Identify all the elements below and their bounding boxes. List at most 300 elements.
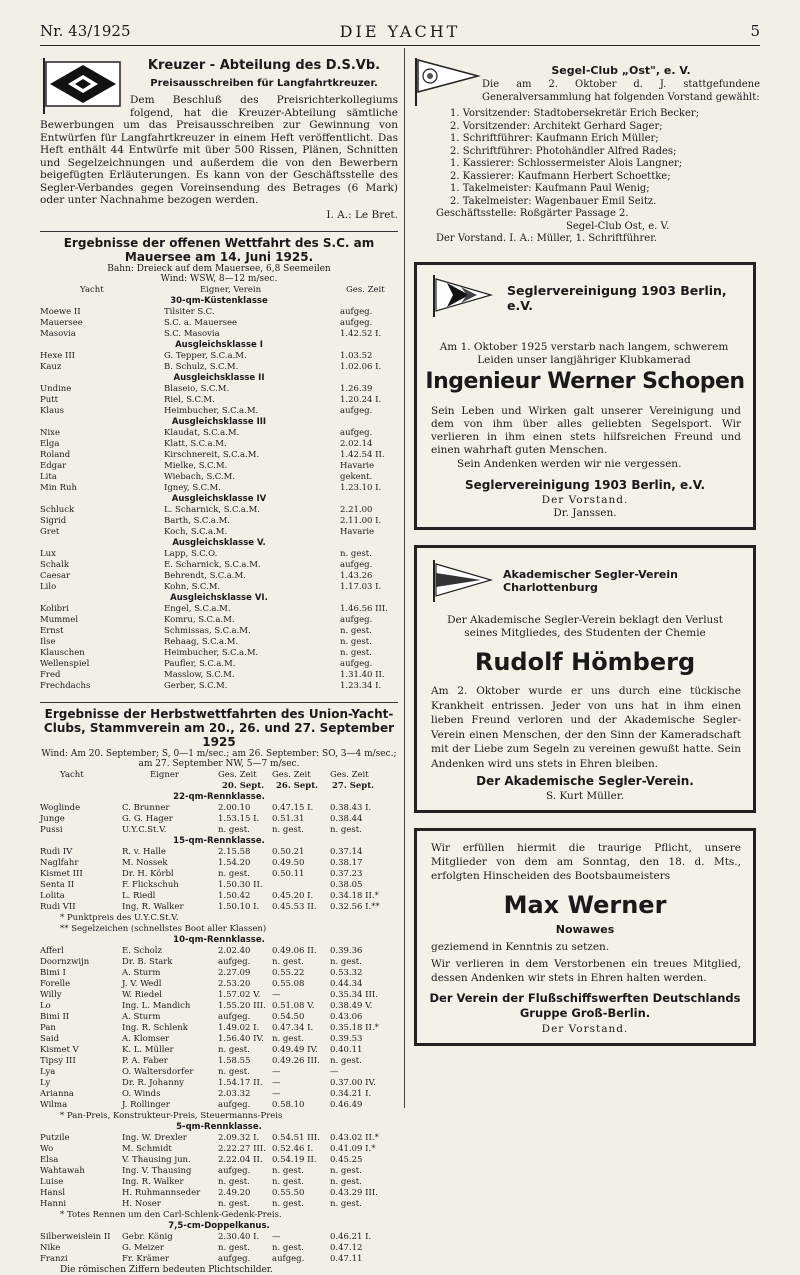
- yacht-name: Doornzwijn: [40, 957, 89, 968]
- yacht-name: Nixe: [40, 428, 60, 439]
- total-time: aufgeg.: [340, 307, 372, 318]
- time-sept-20: 2.09.32 I.: [218, 1133, 259, 1144]
- time-sept-26: 0.51.31: [272, 814, 304, 825]
- time-sept-27: 0.38.49 V.: [330, 1001, 373, 1012]
- yacht-name: Putzile: [40, 1133, 70, 1144]
- total-time: 1.02.06 I.: [340, 362, 381, 373]
- time-sept-26: 0.51.08 V.: [272, 1001, 315, 1012]
- time-sept-20: n. gest.: [218, 1243, 250, 1254]
- table-row: [40, 428, 398, 439]
- total-time: 2.11.00 I.: [340, 516, 381, 527]
- yacht-name: Elga: [40, 439, 59, 450]
- owner-club: S.C. Masovia: [164, 329, 220, 340]
- owner-club: B. Schulz, S.C.M.: [164, 362, 238, 373]
- table-row: [40, 990, 398, 1001]
- segelclub-intro: Die am 2. Oktober d. J. stattgefundene Generalversammlung hat folgenden Vorstand gewählt:: [412, 79, 760, 104]
- yacht-name: Klaus: [40, 406, 64, 417]
- owner-club: Engel, S.C.a.M.: [164, 604, 231, 615]
- schopen-text: Sein Leben und Wirken galt unserer Vereinigung und dem von ihm über alles geliebten Segelsport. Wir verlieren in ihm einen stets hilfsreichen Freund und einen wahrhaft guten Menschen.: [431, 405, 741, 457]
- time-sept-27: 0.34.21 I.: [330, 1089, 371, 1100]
- yacht-name: Undine: [40, 384, 71, 395]
- time-sept-26: n. gest.: [272, 1034, 304, 1045]
- owner: A. Sturm: [122, 1012, 160, 1023]
- time-sept-20: 2.27.09: [218, 968, 250, 979]
- time-sept-27: 0.47.11: [330, 1254, 362, 1265]
- time-sept-20: 2.00.10: [218, 803, 250, 814]
- yacht-name: Said: [40, 1034, 59, 1045]
- time-sept-20: n. gest.: [218, 1067, 250, 1078]
- pennant-flag-icon: [412, 56, 482, 108]
- owner-club: Kohn, S.C.M.: [164, 582, 220, 593]
- table-row: [40, 1089, 398, 1100]
- owner: W. Riedel: [122, 990, 162, 1001]
- yacht-name: Fred: [40, 670, 60, 681]
- owner-club: G. Tepper, S.C.a.M.: [164, 351, 247, 362]
- time-sept-20: 2.22.27 III.: [218, 1144, 266, 1155]
- class-heading: Ausgleichsklasse I: [40, 340, 398, 351]
- yacht-name: Willy: [40, 990, 62, 1001]
- table-row: [40, 461, 398, 472]
- owner: J. V. Wedl: [122, 979, 161, 990]
- time-sept-26: 0.55.22: [272, 968, 304, 979]
- owner-club: Wiebach, S.C.M.: [164, 472, 235, 483]
- table-row: [40, 1199, 398, 1210]
- owner: C. Brunner: [122, 803, 169, 814]
- owner-club: Koch, S.C.a.M.: [164, 527, 227, 538]
- table-row: [40, 582, 398, 593]
- time-sept-20: 2.15.58: [218, 847, 250, 858]
- class-heading: 30-qm-Küstenklasse: [40, 296, 398, 307]
- table-row: [40, 1001, 398, 1012]
- owner-club: Riel, S.C.M.: [164, 395, 215, 406]
- class-heading: 5-qm-Rennklasse.: [40, 1122, 398, 1133]
- owner: Dr. R. Johanny: [122, 1078, 184, 1089]
- table-row: [40, 362, 398, 373]
- total-time: n. gest.: [340, 637, 372, 648]
- owner-club: E. Scharnick, S.C.a.M.: [164, 560, 261, 571]
- mauersee-wind: Wind: WSW, 8—12 m/sec.: [40, 274, 398, 285]
- hoemberg-signer: S. Kurt Müller.: [417, 790, 753, 802]
- table-row: [40, 1056, 398, 1067]
- yacht-name: Wo: [40, 1144, 53, 1155]
- time-sept-26: —: [272, 990, 281, 1001]
- union-footnote: Die römischen Ziffern bedeuten Plichtschilder.: [40, 1265, 398, 1275]
- total-time: Havarie: [340, 461, 374, 472]
- total-time: 1.43.26: [340, 571, 372, 582]
- werner-board: Der Vorstand.: [417, 1023, 753, 1035]
- total-time: n. gest.: [340, 648, 372, 659]
- owner: A. Sturm: [122, 968, 160, 979]
- union-wind: Wind: Am 20. September; S, 0—1 m/sec.; am 26. September: SO, 3—4 m/sec.; am 27. September NW, 5—7 m/sec.: [40, 749, 398, 770]
- yacht-name: Lux: [40, 549, 56, 560]
- total-time: n. gest.: [340, 626, 372, 637]
- union-results: [40, 792, 398, 1265]
- time-sept-20: 2.53.20: [218, 979, 250, 990]
- time-sept-27: 0.46.49: [330, 1100, 362, 1111]
- total-time: n. gest.: [340, 549, 372, 560]
- yacht-name: Mummel: [40, 615, 78, 626]
- owner: O. Waltersdorfer: [122, 1067, 193, 1078]
- yacht-name: Kauz: [40, 362, 61, 373]
- yacht-name: Arianna: [40, 1089, 74, 1100]
- time-sept-26: 0.50.11: [272, 869, 304, 880]
- total-time: aufgeg.: [340, 560, 372, 571]
- owner: G. G. Hager: [122, 814, 173, 825]
- owner: M. Nossek: [122, 858, 168, 869]
- table-row: [40, 626, 398, 637]
- board-member: 1. Schriftführer: Kaufmann Erich Müller;: [450, 133, 760, 146]
- owner: Ing. R. Walker: [122, 902, 184, 913]
- total-time: Havarie: [340, 527, 374, 538]
- yacht-name: Edgar: [40, 461, 66, 472]
- time-sept-20: aufgeg.: [218, 1100, 250, 1111]
- kreuzer-text: Dem Beschluß des Preisrichterkollegiums folgend, hat die Kreuzer-Abteilung sämtliche Bewerbungen um das Preisausschreiben zur Gewinnung von Entwürfen für Langfahrtkreuzer in einem Heft veröffentlicht. Das Heft enthält 44 Entwürfe mit über 500 Rissen, Plänen, Schnitten und Segelzeichnungen und außerdem die von den Bewerbern beigefügten Erläuterungen. Es kann von der Geschäftsstelle des Segler-Verbandes gegen Voreinsendung des Betrages (6 Mark) oder unter Nachnahme bezogen werden.: [40, 94, 398, 207]
- table-row: [40, 472, 398, 483]
- total-time: 2.21.00: [340, 505, 372, 516]
- time-sept-20: 1.58.55: [218, 1056, 250, 1067]
- time-sept-27: n. gest.: [330, 957, 362, 968]
- mauersee-header-row: Yacht Eigner, Verein Ges. Zeit: [40, 285, 398, 296]
- time-sept-27: n. gest.: [330, 1177, 362, 1188]
- class-heading: 7,5-cm-Doppelkanus.: [40, 1221, 398, 1232]
- class-heading: Ausgleichsklasse VI.: [40, 593, 398, 604]
- table-row: [40, 902, 398, 913]
- table-row: [40, 615, 398, 626]
- table-row: [40, 1023, 398, 1034]
- time-sept-27: 0.32.56 I.**: [330, 902, 380, 913]
- owner-club: Schmissas, S.C.a.M.: [164, 626, 251, 637]
- board-member: 1. Kassierer: Schlossermeister Alois Langner;: [450, 158, 760, 171]
- yacht-name: Hanni: [40, 1199, 66, 1210]
- owner-club: Gerber, S.C.M.: [164, 681, 227, 692]
- header-rule: [40, 45, 760, 46]
- table-row: [40, 681, 398, 692]
- time-sept-20: n. gest.: [218, 1045, 250, 1056]
- hoemberg-text: Am 2. Oktober wurde er uns durch eine tückische Krankheit entrissen. Jeder von uns hat in ihm einen lieben Freund verloren und der Akademische Segler-Verein einen Menschen, der den Sinn der Kameradschaft mit der Liebe zum Segeln zu vereinen gewußt hatte. Sein Andenken wird uns stets in Ehren bleiben.: [431, 684, 741, 771]
- schopen-name: Ingenieur Werner Schopen: [417, 369, 753, 394]
- yacht-name: Lita: [40, 472, 57, 483]
- time-sept-27: n. gest.: [330, 1056, 362, 1067]
- table-row: [40, 847, 398, 858]
- yacht-name: Lolita: [40, 891, 65, 902]
- yacht-name: Ilse: [40, 637, 55, 648]
- class-heading: Ausgleichsklasse III: [40, 417, 398, 428]
- table-row: [40, 450, 398, 461]
- owner: J. Rollinger: [122, 1100, 170, 1111]
- time-sept-27: 0.39.53: [330, 1034, 362, 1045]
- table-row: [40, 814, 398, 825]
- time-sept-20: 1.54.20: [218, 858, 250, 869]
- hoemberg-org-footer: Der Akademische Segler-Verein.: [417, 774, 753, 788]
- table-row: [40, 505, 398, 516]
- total-time: 1.42.52 I.: [340, 329, 381, 340]
- board-member: 1. Vorsitzender: Stadtobersekretär Erich Becker;: [450, 108, 760, 121]
- kreuzer-title: Kreuzer - Abteilung des D.S.Vb.: [40, 60, 398, 72]
- table-row: [40, 516, 398, 527]
- time-sept-20: 2.03.32: [218, 1089, 250, 1100]
- time-sept-26: 0.58.10: [272, 1100, 304, 1111]
- union-header-row: Yacht Eigner Ges. Zeit Ges. Zeit Ges. Zeit: [40, 770, 398, 781]
- table-row: [40, 1254, 398, 1265]
- time-sept-20: 1.53.15 I.: [218, 814, 259, 825]
- yacht-name: Pussi: [40, 825, 63, 836]
- werner-name: Max Werner: [417, 891, 753, 919]
- class-heading: Ausgleichsklasse V.: [40, 538, 398, 549]
- time-sept-26: —: [272, 1089, 281, 1100]
- total-time: 1.46.56 III.: [340, 604, 388, 615]
- owner: M. Schmidt: [122, 1144, 172, 1155]
- owner-club: Komru, S.C.a.M.: [164, 615, 235, 626]
- owner: Gebr. König: [122, 1232, 173, 1243]
- owner-club: Paufler, S.C.a.M.: [164, 659, 235, 670]
- time-sept-27: n. gest.: [330, 1199, 362, 1210]
- owner-club: Barth, S.C.a.M.: [164, 516, 230, 527]
- time-sept-26: —: [272, 1232, 281, 1243]
- time-sept-27: n. gest.: [330, 825, 362, 836]
- yacht-name: Wahtawah: [40, 1166, 85, 1177]
- time-sept-20: 1.50.30 II.: [218, 880, 263, 891]
- yacht-name: Putt: [40, 395, 58, 406]
- schopen-memory: Sein Andenken werden wir nie vergessen.: [457, 458, 681, 470]
- table-row: [40, 891, 398, 902]
- table-row: [40, 659, 398, 670]
- time-sept-26: —: [272, 1067, 281, 1078]
- yacht-name: Schalk: [40, 560, 69, 571]
- owner-club: Blaseio, S.C.M.: [164, 384, 229, 395]
- owner-club: Rehaag, S.C.a.M.: [164, 637, 238, 648]
- table-row: [40, 1243, 398, 1254]
- total-time: 1.26.39: [340, 384, 372, 395]
- table-row: [40, 670, 398, 681]
- class-heading: 15-qm-Rennklasse.: [40, 836, 398, 847]
- time-sept-20: 1.54.17 II.: [218, 1078, 263, 1089]
- mauersee-results: [40, 296, 398, 692]
- yacht-name: Sigrid: [40, 516, 66, 527]
- owner-club: S.C. a. Mauersee: [164, 318, 237, 329]
- table-row: [40, 858, 398, 869]
- time-sept-20: 2.22.04 II.: [218, 1155, 263, 1166]
- hoemberg-org: Akademischer Segler-Verein Charlottenburg: [503, 568, 753, 594]
- board-member: 2. Takelmeister: Wagenbauer Emil Seitz.: [450, 196, 760, 209]
- time-sept-26: 0.49.06 II.: [272, 946, 317, 957]
- table-row: [40, 395, 398, 406]
- time-sept-27: 0.35.34 III.: [330, 990, 378, 1001]
- time-sept-26: 0.54.19 II.: [272, 1155, 317, 1166]
- table-row: [40, 880, 398, 891]
- yacht-name: Tipsy III: [40, 1056, 76, 1067]
- table-row: [40, 968, 398, 979]
- table-row: [40, 1078, 398, 1089]
- yacht-name: Naglfahr: [40, 858, 78, 869]
- segelclub-members: [412, 108, 760, 208]
- owner: P. A. Faber: [122, 1056, 168, 1067]
- yacht-name: Kismet III: [40, 869, 83, 880]
- yacht-name: Rudi IV: [40, 847, 72, 858]
- time-sept-26: 0.45.53 II.: [272, 902, 317, 913]
- total-time: aufgeg.: [340, 428, 372, 439]
- owner-club: Igney, S.C.M.: [164, 483, 221, 494]
- yacht-name: Pan: [40, 1023, 56, 1034]
- yacht-name: Hexe III: [40, 351, 75, 362]
- schopen-org: Seglervereinigung 1903 Berlin, e.V.: [507, 283, 753, 313]
- table-row: [40, 1188, 398, 1199]
- footnote: * Pan-Preis, Konstrukteur-Preis, Steuermanns-Preis: [40, 1111, 398, 1122]
- segelclub-notice: [412, 56, 760, 246]
- yacht-name: Schluck: [40, 505, 74, 516]
- total-time: gekent.: [340, 472, 372, 483]
- time-sept-27: 0.46.21 I.: [330, 1232, 371, 1243]
- owner-club: Klaudat, S.C.a.M.: [164, 428, 239, 439]
- owner: E. Scholz: [122, 946, 162, 957]
- class-heading: Ausgleichsklasse IV: [40, 494, 398, 505]
- hoemberg-intro: Der Akademische Segler-Verein beklagt den Verlust seines Mitgliedes, des Studenten der Chemie: [435, 614, 735, 640]
- total-time: 1.03.52: [340, 351, 372, 362]
- time-sept-20: n. gest.: [218, 1177, 250, 1188]
- table-row: [40, 549, 398, 560]
- yacht-name: Wellenspiel: [40, 659, 89, 670]
- time-sept-27: 0.34.18 II.*: [330, 891, 379, 902]
- time-sept-26: 0.49.50: [272, 858, 304, 869]
- table-row: [40, 527, 398, 538]
- schopen-board: Der Vorstand.: [417, 494, 753, 506]
- time-sept-27: 0.43.02 II.*: [330, 1133, 379, 1144]
- owner-club: Heimbucher, S.C.a.M.: [164, 406, 258, 417]
- union-dates-row: 20. Sept. 26. Sept. 27. Sept.: [40, 781, 398, 792]
- owner: R. v. Halle: [122, 847, 166, 858]
- table-row: [40, 1100, 398, 1111]
- obituary-werner: [414, 828, 756, 1046]
- owner-club: Lapp, S.C.O.: [164, 549, 217, 560]
- table-row: [40, 1166, 398, 1177]
- owner: U.Y.C.St.V.: [122, 825, 167, 836]
- total-time: 1.17.03 I.: [340, 582, 381, 593]
- yacht-name: Forelle: [40, 979, 70, 990]
- time-sept-20: 2.02.40: [218, 946, 250, 957]
- time-sept-26: 0.49.26 III.: [272, 1056, 320, 1067]
- owner-club: Klatt, S.C.a.M.: [164, 439, 227, 450]
- time-sept-20: 2.49.20: [218, 1188, 250, 1199]
- table-row: [40, 571, 398, 582]
- class-heading: Ausgleichsklasse II: [40, 373, 398, 384]
- time-sept-20: aufgeg.: [218, 1166, 250, 1177]
- time-sept-20: aufgeg.: [218, 1012, 250, 1023]
- obituary-schopen: [414, 262, 756, 530]
- yacht-name: Gret: [40, 527, 59, 538]
- yacht-name: Lya: [40, 1067, 55, 1078]
- werner-org: Der Verein der Flußschiffswerften Deutschlands Gruppe Groß-Berlin.: [427, 991, 743, 1021]
- issue-number: Nr. 43/1925: [40, 22, 131, 40]
- footnote: * Totes Rennen um den Carl-Schlenk-Gedenk-Preis.: [40, 1210, 398, 1221]
- table-row: [40, 1232, 398, 1243]
- werner-text: Wir verlieren in dem Verstorbenen ein treues Mitglied, dessen Andenken wir stets in Ehren halten werden.: [431, 957, 741, 985]
- owner-club: L. Scharnick, S.C.a.M.: [164, 505, 260, 516]
- board-member: 1. Takelmeister: Kaufmann Paul Wenig;: [450, 183, 760, 196]
- yacht-name: Rudi VII: [40, 902, 76, 913]
- pennant-flag-icon: [431, 273, 495, 319]
- table-row: [40, 439, 398, 450]
- yacht-name: Hansl: [40, 1188, 65, 1199]
- yacht-name: Bimi I: [40, 968, 66, 979]
- owner: Dr. B. Stark: [122, 957, 173, 968]
- obituary-hoemberg: [414, 545, 756, 813]
- table-row: [40, 1144, 398, 1155]
- board-member: 2. Kassierer: Kaufmann Herbert Schoettke;: [450, 171, 760, 184]
- time-sept-27: 0.44.34: [330, 979, 362, 990]
- owner: Ing. R. Schlenk: [122, 1023, 188, 1034]
- footnote: * Punktpreis des U.Y.C.St.V.: [40, 913, 398, 924]
- table-row: [40, 957, 398, 968]
- table-row: [40, 1133, 398, 1144]
- table-row: [40, 803, 398, 814]
- time-sept-20: 1.50.42: [218, 891, 250, 902]
- yacht-name: Ernst: [40, 626, 64, 637]
- table-row: [40, 1067, 398, 1078]
- time-sept-26: 0.47.34 I.: [272, 1023, 313, 1034]
- time-sept-20: n. gest.: [218, 1199, 250, 1210]
- hoemberg-name: Rudolf Hömberg: [417, 648, 753, 676]
- segelclub-name: Segel-Club Ost, e. V.: [412, 221, 760, 234]
- table-row: [40, 946, 398, 957]
- time-sept-27: 0.43.29 III.: [330, 1188, 378, 1199]
- time-sept-27: 0.37.00 IV.: [330, 1078, 376, 1089]
- table-row: [40, 307, 398, 318]
- table-row: [40, 560, 398, 571]
- time-sept-27: 0.41.09 I.*: [330, 1144, 375, 1155]
- time-sept-27: —: [330, 1067, 339, 1078]
- yacht-name: Silberweislein II: [40, 1232, 111, 1243]
- yacht-name: Frechdachs: [40, 681, 90, 692]
- yacht-name: Min Ruh: [40, 483, 77, 494]
- kreuzer-subtitle: Preisausschreiben für Langfahrtkreuzer.: [40, 78, 398, 90]
- yacht-name: Senta II: [40, 880, 74, 891]
- owner: Dr. H. Körbl: [122, 869, 174, 880]
- time-sept-26: 0.49.49 IV.: [272, 1045, 318, 1056]
- time-sept-20: 1.56.40 IV.: [218, 1034, 264, 1045]
- table-row: [40, 1045, 398, 1056]
- time-sept-27: 0.38.44: [330, 814, 362, 825]
- time-sept-27: 0.45.25: [330, 1155, 362, 1166]
- time-sept-26: 0.55.08: [272, 979, 304, 990]
- total-time: 1.42.54 II.: [340, 450, 385, 461]
- time-sept-27: 0.38.17: [330, 858, 362, 869]
- column-divider: [404, 48, 405, 1108]
- time-sept-26: aufgeg.: [272, 1254, 304, 1265]
- yacht-name: Klauschen: [40, 648, 85, 659]
- owner: A. Klomser: [122, 1034, 169, 1045]
- time-sept-26: 0.45.20 I.: [272, 891, 313, 902]
- time-sept-20: 2.30.40 I.: [218, 1232, 259, 1243]
- time-sept-20: 1.55.20 III.: [218, 1001, 266, 1012]
- time-sept-27: 0.47.12: [330, 1243, 362, 1254]
- kreuzer-signature: I. A.: Le Bret.: [40, 209, 398, 221]
- total-time: 1.23.10 I.: [340, 483, 381, 494]
- owner: V. Thausing jun.: [122, 1155, 191, 1166]
- werner-place: Nowawes: [417, 923, 753, 936]
- time-sept-27: n. gest.: [330, 1166, 362, 1177]
- owner: K. L. Müller: [122, 1045, 174, 1056]
- owner-club: Masslow, S.C.M.: [164, 670, 235, 681]
- time-sept-26: —: [272, 1078, 281, 1089]
- owner-club: Mielke, S.C.M.: [164, 461, 227, 472]
- owner-club: Kirschnereit, S.C.a.M.: [164, 450, 259, 461]
- table-row: [40, 1155, 398, 1166]
- schopen-intro: Am 1. Oktober 1925 verstarb nach langem, schwerem Leiden unser langjähriger Klubkamerad: [431, 341, 737, 367]
- time-sept-27: 0.53.32: [330, 968, 362, 979]
- table-row: [40, 318, 398, 329]
- total-time: aufgeg.: [340, 406, 372, 417]
- owner: Fr. Krämer: [122, 1254, 169, 1265]
- table-row: [40, 979, 398, 990]
